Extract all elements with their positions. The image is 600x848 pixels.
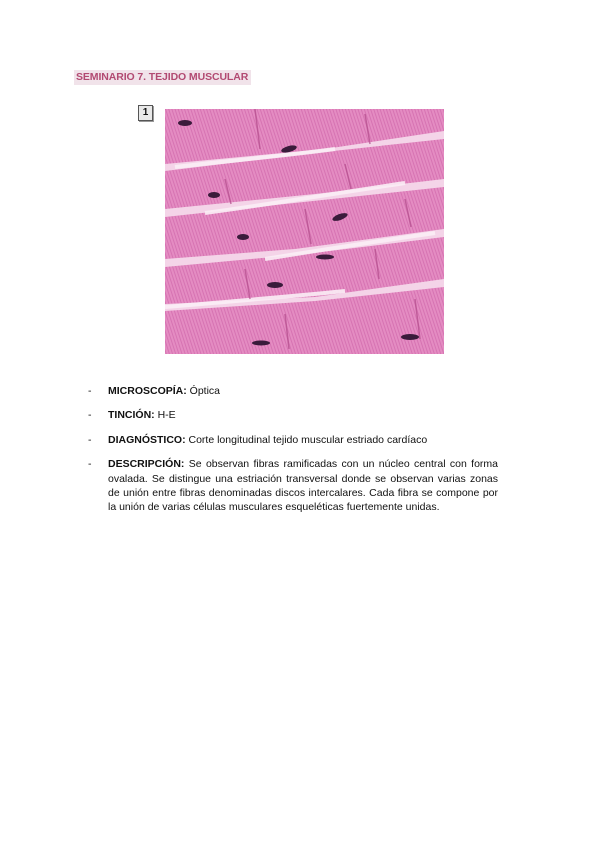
description-list xyxy=(88,384,498,525)
item-label: DIAGNÓSTICO: xyxy=(108,433,189,446)
item-value: Se observan fibras ramificadas con un núcleo central con forma ovalada. Se distingue una estriación transversal donde se observan varias zonas de unión entre fibras denominadas discos intercalares. Cada fibra se compone por la unión de varias células musculares esqueléticas fuertemente unidas. xyxy=(108,458,498,514)
item-label: TINCIÓN: xyxy=(108,409,158,422)
item-label: DESCRIPCIÓN: xyxy=(108,458,189,471)
item-label: MICROSCOPÍA: xyxy=(108,385,190,397)
list-item-diagnostico xyxy=(88,433,498,447)
bullet-dash: - xyxy=(88,409,92,422)
item-value: Óptica xyxy=(189,385,221,397)
item-value: H-E xyxy=(157,409,176,422)
document-title: SEMINARIO 7. TEJIDO MUSCULAR xyxy=(74,70,251,85)
bullet-dash: - xyxy=(88,458,92,471)
figure-number-badge: 1 xyxy=(138,105,153,121)
list-item-microscopia xyxy=(88,384,498,398)
list-item-tincion xyxy=(88,408,498,422)
bullet-dash: - xyxy=(88,385,92,397)
bullet-dash: - xyxy=(88,433,92,446)
list-item-descripcion xyxy=(88,457,498,515)
item-value: Corte longitudinal tejido muscular estriado cardíaco xyxy=(188,433,428,446)
micrograph-image xyxy=(165,109,444,354)
